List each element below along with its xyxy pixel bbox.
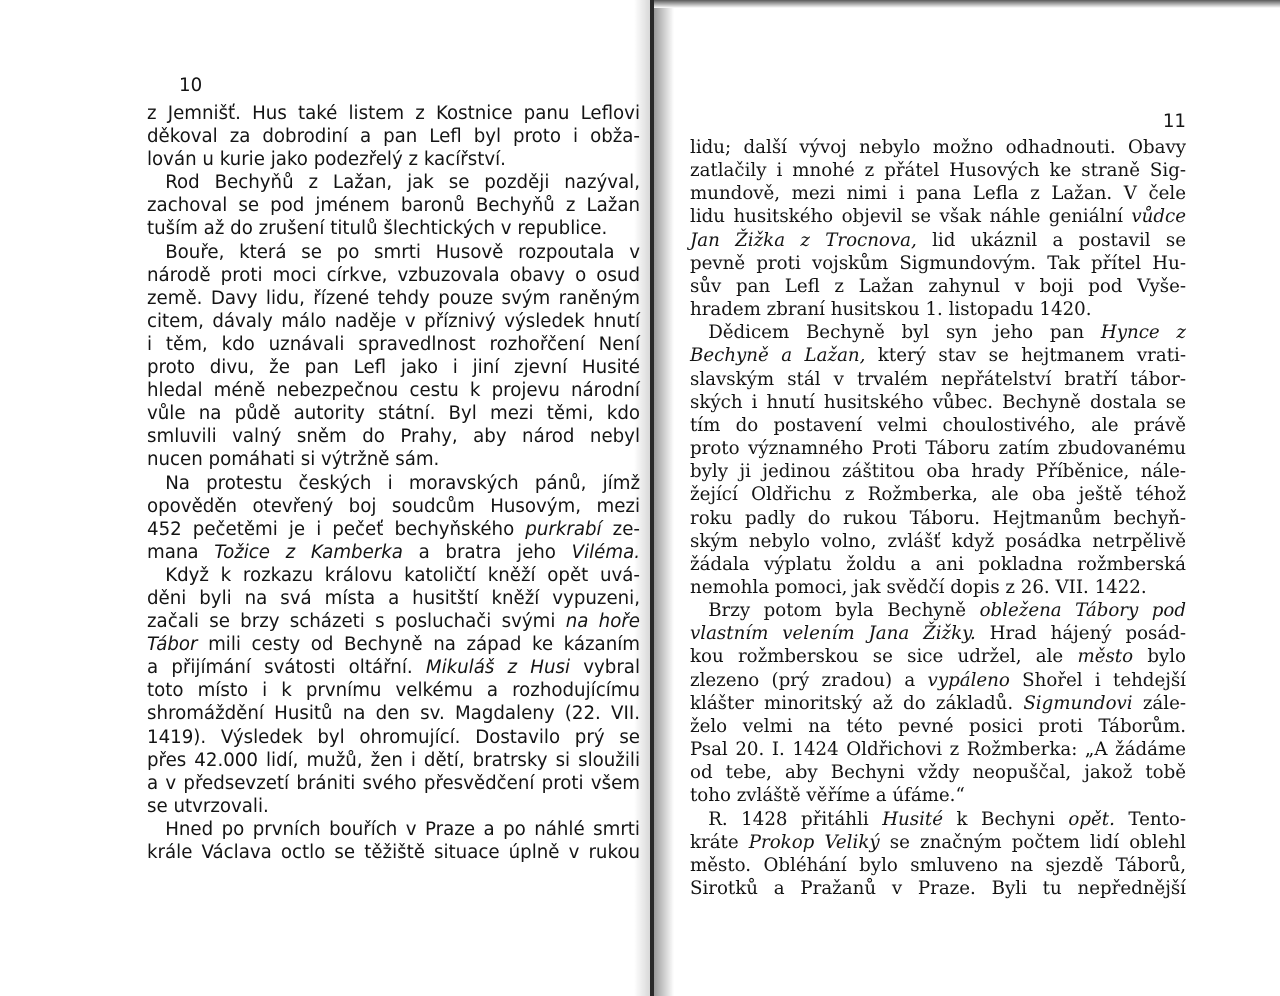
text-span: hledal méně nebezpečnou cestu k projevu národní [147,380,640,402]
text-line [690,391,1186,414]
italic-text: na hoře [565,611,640,633]
italic-text: Husité [882,808,943,830]
text-span: slavským stál v trvalém nepřátelství bratří tábor- [690,368,1186,390]
text-span: Hrad hájený posád- [975,623,1186,645]
text-span: z Jemnišť. Hus také listem z Kostnice panu Leflovi [147,103,640,124]
italic-text: město [1077,646,1134,668]
text-span: Tento- [1114,808,1186,830]
text-span: tuším až do zrušení titulů šlechtických v republice. [147,218,608,240]
italic-text: Tábor [147,634,198,656]
text-span: zatlačily i mnohé z přátel Husových ke straně Sig- [690,160,1186,182]
text-span: děkoval za dobrodiní a pan Lefl byl proto i obža- [147,126,640,148]
text-span: sův pan Lefl z Lažan zahynul v boji pod Vyše- [690,275,1186,297]
text-line [147,264,640,287]
text-line [147,194,640,217]
text-span: zále- [1132,692,1186,714]
text-span: a bratra jeho [402,541,572,563]
page-number-right: 11 [1162,111,1186,132]
italic-text: obležena Tábory pod [979,600,1186,622]
text-line [690,159,1186,182]
text-span: pevně proti vojskům Sigmundovým. Tak přítel Hu- [690,252,1186,274]
text-line [690,321,1186,344]
text-span: od tebe, aby Bechyni vždy neopuščal, jakož tobě [690,762,1186,784]
text-span: země. Davy lidu, řízené tehdy pouze svým raněným [147,287,640,309]
text-line [690,275,1186,298]
italic-text: opět. [1068,808,1115,830]
text-span: žející Oldřichu z Rožmberka, ale oba ještě téhož [690,484,1186,506]
text-line [690,437,1186,460]
text-line [690,182,1186,205]
left-page [147,74,640,864]
text-line [690,229,1186,252]
text-span: vybral [570,657,640,679]
text-line [690,761,1186,784]
text-span: Brzy potom byla Bechyně [690,600,980,622]
italic-text: vůdce [1131,206,1186,228]
text-span: Psal 20. I. 1424 Oldřichovi z Rožmberka: „A žádáme [690,739,1186,761]
text-line [147,171,640,194]
text-line [690,530,1186,553]
italic-text: vlastním velením Jana Žižky. [690,623,976,645]
text-span: želo velmi na této pevné posici proti Táborům. [690,715,1186,737]
text-span: lován u kurie jako podezřelý z kacířství. [147,149,506,171]
italic-text: Bechyně a Lažan, [690,345,866,367]
page-top-shadow [654,0,1280,8]
text-line [690,576,1186,599]
text-span: ských i hnutí husitského vůbec. Bechyně dostala se [690,391,1186,413]
right-page [690,110,1186,900]
text-line [147,102,640,125]
text-line [690,483,1186,506]
text-line [147,564,640,587]
text-line [690,414,1186,437]
text-line [147,287,640,310]
text-span: klášter minoritský až do základů. [690,692,1024,714]
text-line [147,472,640,495]
text-span: 452 pečetěmi je i pečeť bechyňského [147,518,526,540]
text-line [147,495,640,518]
text-line [690,252,1186,275]
text-span: a v předsevzetí brániti svého přesvědčení proti všem [147,772,640,794]
text-line [147,818,640,841]
text-span: krále Václava octlo se těžiště situace úplně v rukou [147,842,640,863]
text-span: mana [147,541,215,563]
text-span: vůle na půdě autority státní. Byl mezi těmi, kdo [147,403,640,425]
text-line [147,679,640,702]
text-span: který stav se hejtmanem vrati- [865,345,1186,367]
text-span: se značným počtem lidí oblehl [879,831,1186,853]
text-span: lid ukáznil a postavil se [916,229,1186,251]
text-line [147,749,640,772]
italic-text: Sigmundovi [1023,692,1133,714]
text-span: byly ji jedinou záštitou oba hrady Příběnice, nále- [690,461,1186,483]
text-line [147,241,640,264]
text-span: toto místo i k prvnímu velkému a rozhodujícímu [147,680,640,702]
text-line [147,702,640,725]
text-span: mundově, mezi nimi i pana Lefla z Lažan. V čele [690,183,1186,205]
text-span: proto divu, že pan Lefl jako i jiní zjevní Husité [147,357,640,379]
text-line [147,425,640,448]
text-line [690,831,1186,854]
text-line [690,368,1186,391]
text-line [690,645,1186,668]
text-line [147,148,640,171]
text-line [690,622,1186,645]
text-span: Na protestu českých i moravských pánů, jímž [147,472,640,494]
left-page-text [147,102,640,864]
text-line [147,518,640,541]
text-span: ským nebylo volno, zvlášť když posádka netrpělivě [690,530,1186,552]
text-span: kráte [690,831,749,853]
text-line [690,877,1186,900]
text-line [147,656,640,679]
text-line [147,448,640,471]
page-number-left: 10 [179,75,203,96]
text-line [690,205,1186,228]
text-span: citem, dávaly málo naděje v příznivý výsledek hnutí [147,310,640,332]
text-span: se utvrzovali. [147,795,269,817]
text-span: národě proti moci církve, vzbuzovala obavy o osud [147,264,640,286]
text-line [147,541,640,564]
text-span: bylo [1133,646,1187,668]
text-span: shromáždění Husitů na den sv. Magdaleny (22. VII. [147,703,640,725]
text-span: Hned po prvních bouřích v Praze a po náhlé smrti [147,818,640,840]
text-span: Shořel i tehdejší [1009,669,1186,691]
text-line [690,738,1186,761]
text-span: Sirotků a Pražanů v Praze. Byli tu nepřednější [690,878,1186,899]
text-span: k Bechyni [942,808,1069,830]
text-line [147,356,640,379]
italic-text: Tožice z Kamberka [214,541,403,563]
text-line [147,795,640,818]
text-span: přes 42.000 lidí, mužů, žen i dětí, bratrsky si sloužili [147,749,640,771]
text-line [690,460,1186,483]
text-span: zlezeno (prý zradou) a [690,669,928,691]
text-line [690,599,1186,622]
text-span: smluvili valný sněm do Prahy, aby národ nebyl [147,426,640,448]
text-span: nemohla pomoci, jak svědčí dopis z 26. VII. 1422. [690,576,1147,598]
gutter-shading-right [654,0,674,996]
text-span: začali se brzy scházeti s posluchači svými [147,611,566,633]
text-span: město. Obléhání bylo smluveno na sjezdě Táborů, [690,854,1186,876]
text-span: R. 1428 přitáhli [690,808,883,830]
text-span: roku padly do rukou Táboru. Hejtmanům bechyň- [690,507,1186,529]
text-line [147,633,640,656]
text-line [147,587,640,610]
italic-text: Viléma. [571,541,640,563]
text-line [690,507,1186,530]
text-line [147,125,640,148]
right-page-text [690,136,1186,900]
text-span: opověděn otevřený boj soudcům Husovým, mezi [147,495,640,517]
text-span: nucen pomáhati si výtržně sám. [147,449,440,471]
text-span: i těm, kdo uznávali spravedlnost rozhořčení Není [147,333,640,355]
text-line [690,344,1186,367]
text-span: kou rožmberskou se sice udržel, ale [690,646,1078,668]
italic-text: Hynce z [1100,322,1186,344]
text-span: děni byli na svá místa a husitští kněží vypuzeni, [147,587,640,609]
text-line [690,692,1186,715]
text-span: mili cesty od Bechyně na západ ke kázaním [197,634,640,656]
text-line [147,217,640,240]
text-span: proto významného Proti Táboru zatím zbudovanému [690,438,1186,460]
text-line [147,841,640,864]
text-line [147,402,640,425]
text-line [690,669,1186,692]
text-span: zachoval se pod jménem baronů Bechyňů z Lažan [147,195,640,217]
text-span: 1419). Výsledek byl ohromující. Dostavilo prý se [147,726,640,748]
italic-text: Mikuláš z Husi [425,657,571,679]
text-span: Dědicem Bechyně byl syn jeho pan [690,322,1101,344]
text-span: hradem zbraní husitskou 1. listopadu 1420. [690,299,1092,321]
italic-text: vypáleno [927,669,1010,691]
text-line [690,136,1186,159]
text-line [147,310,640,333]
text-line [147,772,640,795]
text-line [690,784,1186,807]
italic-text: purkrabí [525,518,602,540]
text-line [147,333,640,356]
italic-text: Jan Žižka z Trocnova, [690,229,917,251]
italic-text: Prokop Veliký [748,831,880,853]
text-span: lidu; další vývoj nebylo možno odhadnouti. Obavy [690,137,1186,158]
text-span: žádala výplatu žoldu a ani pokladna rožmberská [690,553,1186,575]
text-line [690,808,1186,831]
text-line [690,854,1186,877]
text-line [690,298,1186,321]
text-span: Bouře, která se po smrti Husově rozpoutala v [147,241,640,263]
text-line [147,610,640,633]
text-span: ze- [601,518,640,540]
text-span: a přijímání svátosti oltářní. [147,657,426,679]
text-span: toho zvláště věříme a úfáme.“ [690,785,965,807]
text-line [147,726,640,749]
text-line [147,379,640,402]
text-span: Když k rozkazu královu katoličtí kněží opět uvá- [147,564,640,586]
text-line [690,553,1186,576]
text-line [690,715,1186,738]
text-span: tím do postavení velmi choulostivého, ale právě [690,414,1186,436]
text-span: Rod Bechyňů z Lažan, jak se později nazýval, [147,172,640,194]
text-span: lidu husitského objevil se však náhle geniální [690,206,1132,228]
